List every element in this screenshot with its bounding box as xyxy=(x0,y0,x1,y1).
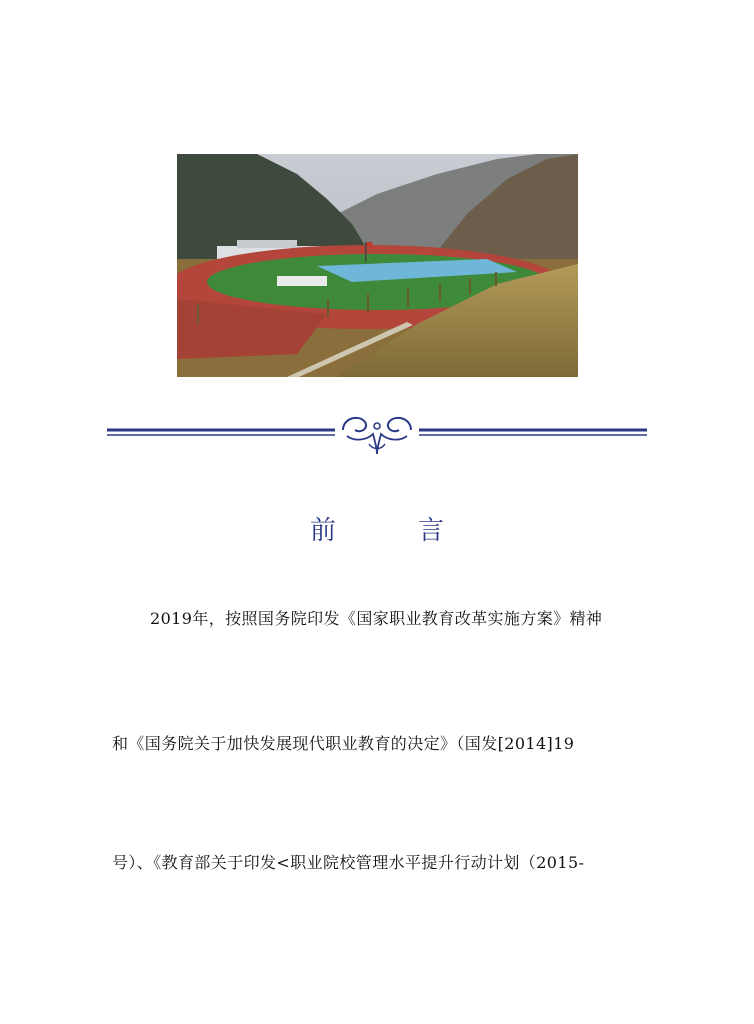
buildings-roof xyxy=(237,240,297,248)
body-line-2: 和《国务院关于加快发展现代职业教育的决定》（国发[2014]19 xyxy=(112,734,575,753)
divider-ornament xyxy=(107,408,647,460)
stage xyxy=(277,276,327,286)
body-line-3: 号）、《教育部关于印发<职业院校管理水平提升行动计划（2015- xyxy=(112,853,585,872)
flag xyxy=(367,242,373,246)
campus-sports-field-photo xyxy=(177,154,578,377)
body-line-1: 2019年，按照国务院印发《国家职业教育改革实施方案》精神 xyxy=(150,609,603,628)
page-heading: 前 言 xyxy=(309,516,472,546)
ornamental-divider xyxy=(107,408,647,460)
photo-illustration xyxy=(177,154,578,377)
flag-pole xyxy=(365,242,367,262)
